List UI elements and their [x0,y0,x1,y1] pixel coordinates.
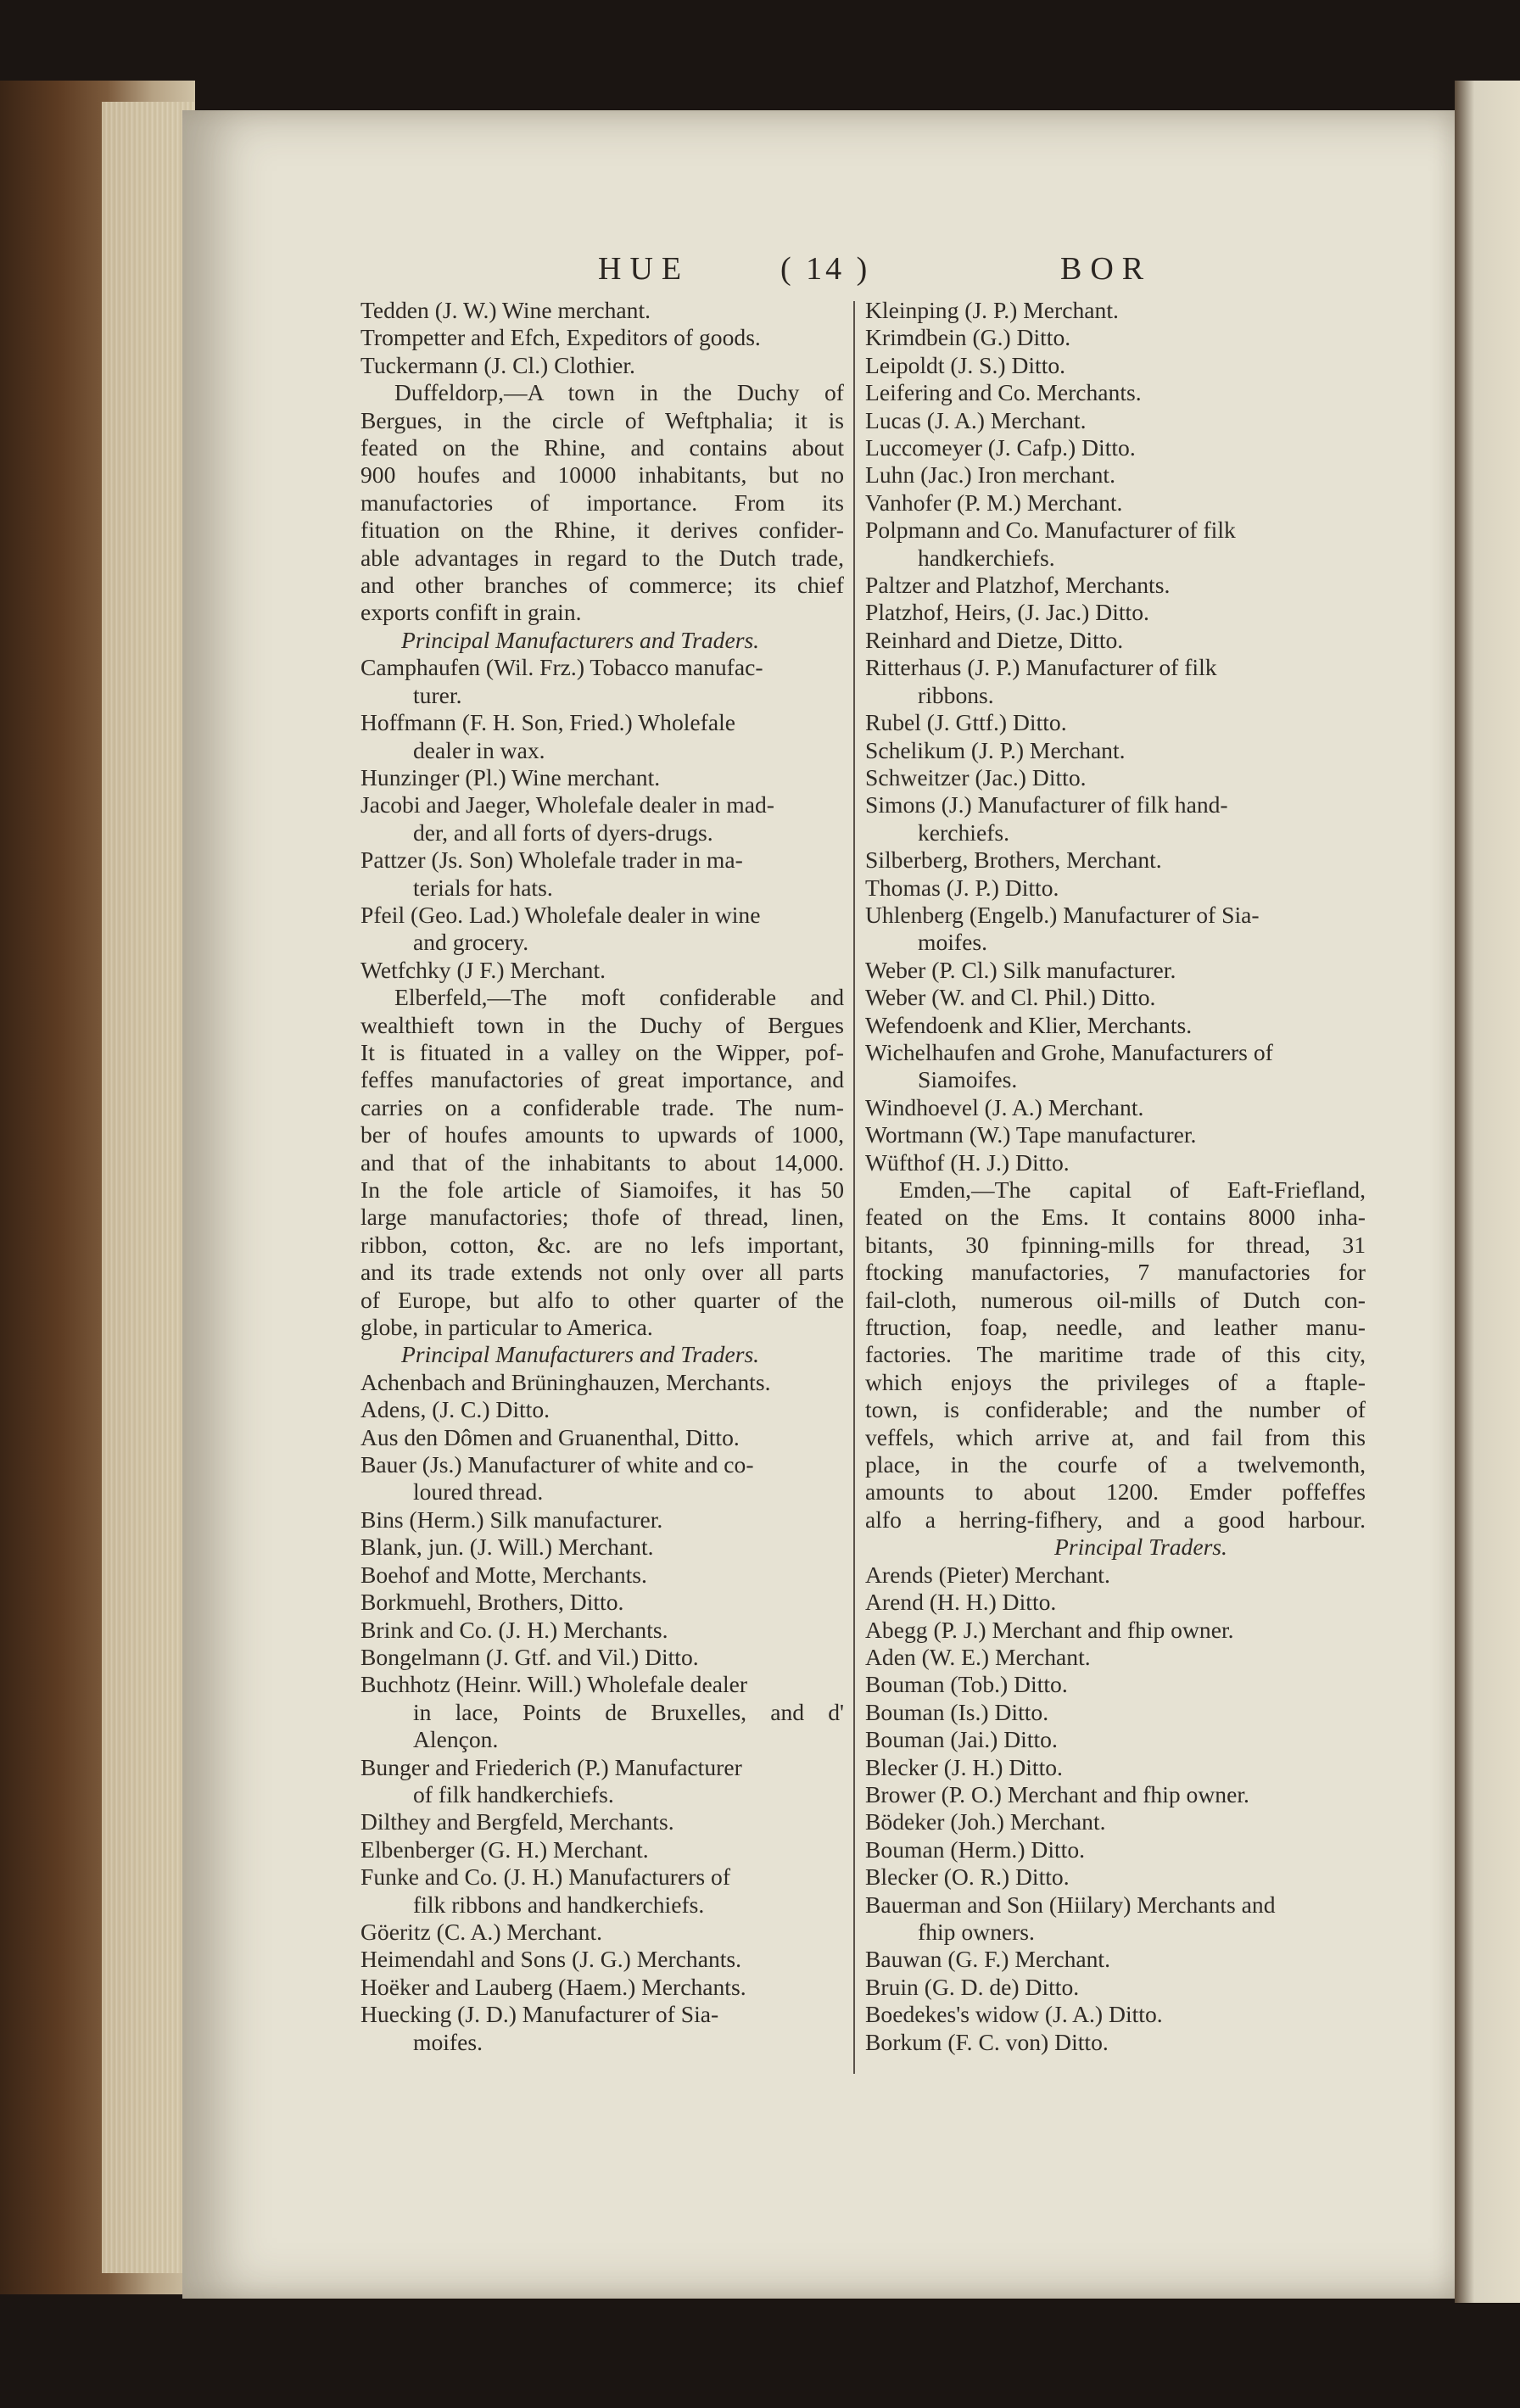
text-line: Paltzer and Platzhof, Merchants. [865,572,1171,599]
text-line: Bödeker (Joh.) Merchant. [865,1808,1106,1835]
text-line: Platzhof, Heirs, (J. Jac.) Ditto. [865,599,1149,626]
text-line: Duffeldorp,—A town in the Duchy of [394,379,844,406]
text-line: Windhoevel (J. A.) Merchant. [865,1093,1144,1120]
text-line: Simons (J.) Manufacturer of filk hand- [865,791,1228,818]
text-line: of filk handkerchiefs. [413,1780,614,1807]
text-line: Kleinping (J. P.) Merchant. [865,297,1119,323]
text-line: Boehof and Motte, Merchants. [360,1561,647,1588]
text-line: Bouman (Tob.) Ditto. [865,1671,1068,1698]
text-line: Bauer (Js.) Manufacturer of white and co- [360,1451,754,1478]
text-line: dealer in wax. [413,736,545,763]
text-line: Huecking (J. D.) Manufacturer of Sia- [360,2001,719,2028]
text-line: Tuckermann (J. Cl.) Clothier. [360,351,635,378]
text-line: large manufactories; thofe of thread, linen, [360,1204,844,1231]
text-line: Luccomeyer (J. Cafp.) Ditto. [865,434,1136,461]
text-line: Ritterhaus (J. P.) Manufacturer of filk [865,654,1217,681]
text-line: Aden (W. E.) Merchant. [865,1643,1091,1670]
text-line: manufactories of importance. From its [360,489,844,516]
text-line: and that of the inhabitants to about 14,000. [360,1148,844,1176]
text-line: globe, in particular to America. [360,1314,653,1341]
text-line: Bouman (Herm.) Ditto. [865,1835,1086,1863]
text-line: Silberberg, Brothers, Merchant. [865,846,1162,874]
text-line: moifes. [413,2028,483,2055]
text-line: exports confift in grain. [360,599,582,626]
text-line: Bongelmann (J. Gtf. and Vil.) Ditto. [360,1643,699,1670]
text-line: Siamoifes. [918,1066,1018,1093]
text-line: amounts to about 1200. Emder poffeffes [865,1478,1366,1506]
text-line: Bouman (Is.) Ditto. [865,1698,1049,1725]
text-line: It is fituated in a valley on the Wipper, pof- [360,1038,844,1065]
text-line: feated on the Ems. It contains 8000 inha- [865,1204,1366,1231]
text-line: Elbenberger (G. H.) Merchant. [360,1835,649,1863]
text-line: Tedden (J. W.) Wine merchant. [360,297,651,323]
text-line: Borkum (F. C. von) Ditto. [865,2028,1109,2055]
text-line: Rubel (J. Gttf.) Ditto. [865,709,1067,736]
text-line: ribbon, cotton, &c. are no lefs important, [360,1231,844,1258]
text-line: Trompetter and Efch, Expeditors of goods. [360,324,761,351]
text-line: Uhlenberg (Engelb.) Manufacturer of Sia- [865,901,1260,928]
text-line: in lace, Points de Bruxelles, and d' [413,1698,844,1725]
text-line: Wetfchky (J F.) Merchant. [360,956,606,983]
left-text-column [360,297,844,2056]
text-line: Reinhard and Dietze, Ditto. [865,626,1124,653]
text-line: bitants, 30 fpinning-mills for thread, 31 [865,1231,1366,1258]
text-line: Hunzinger (Pl.) Wine merchant. [360,763,661,791]
text-line: Vanhofer (P. M.) Merchant. [865,489,1123,516]
text-line: Hoffmann (F. H. Son, Fried.) Wholefale [360,709,736,736]
text-line: carries on a confiderable trade. The num- [360,1093,844,1120]
text-line: Pfeil (Geo. Lad.) Wholefale dealer in wine [360,901,761,928]
text-line: Bunger and Friederich (P.) Manufacturer [360,1753,742,1780]
text-line: fhip owners. [918,1918,1035,1945]
text-line: wealthieft town in the Duchy of Bergues [360,1011,844,1038]
text-line: Principal Manufacturers and Traders. [401,1341,760,1368]
text-line: veffels, which arrive at, and fail from this [865,1423,1366,1450]
text-line: Blank, jun. (J. Will.) Merchant. [360,1534,654,1561]
text-line: Achenbach and Brüninghauzen, Merchants. [360,1368,771,1395]
text-line: Borkmuehl, Brothers, Ditto. [360,1589,624,1616]
text-line: Schweitzer (Jac.) Ditto. [865,763,1087,791]
text-line: Emden,—The capital of Eaft-Friefland, [899,1176,1366,1203]
text-line: Camphaufen (Wil. Frz.) Tobacco manufac- [360,654,763,681]
text-line: Jacobi and Jaeger, Wholefale dealer in mad- [360,791,774,818]
text-line: filk ribbons and handkerchiefs. [413,1891,705,1918]
text-line: ribbons. [918,681,994,708]
text-line: Bruin (G. D. de) Ditto. [865,1973,1080,2000]
text-line: alfo a herring-fifhery, and a good harbour. [865,1506,1366,1533]
text-line: Wüfthof (H. J.) Ditto. [865,1148,1070,1176]
text-line: feated on the Rhine, and contains about [360,434,844,461]
text-line: Wichelhaufen and Grohe, Manufacturers of [865,1038,1273,1065]
text-line: and grocery. [413,929,529,956]
text-line: Arend (H. H.) Ditto. [865,1589,1057,1616]
text-line: handkerchiefs. [918,544,1055,571]
text-line: Bergues, in the circle of Weftphalia; it is [360,406,844,433]
text-line: Aus den Dômen and Gruanenthal, Ditto. [360,1423,740,1450]
text-line: Funke and Co. (J. H.) Manufacturers of [360,1863,731,1891]
text-line: feffes manufactories of great importance, and [360,1066,844,1093]
text-line: In the fole article of Siamoifes, it has 50 [360,1176,844,1203]
text-line: Lucas (J. A.) Merchant. [865,406,1087,433]
text-line: kerchiefs. [918,818,1010,846]
text-line: which enjoys the privileges of a ftaple- [865,1368,1366,1395]
text-line: Adens, (J. C.) Ditto. [360,1396,550,1423]
text-line: Elberfeld,—The moft confiderable and [394,984,844,1011]
text-line: Bins (Herm.) Silk manufacturer. [360,1506,663,1533]
text-line: Wortmann (W.) Tape manufacturer. [865,1121,1197,1148]
text-line: Bouman (Jai.) Ditto. [865,1726,1058,1753]
page-number: ( 14 ) [780,251,871,287]
text-line: Heimendahl and Sons (J. G.) Merchants. [360,1946,742,1973]
text-line: Brink and Co. (J. H.) Merchants. [360,1616,668,1643]
text-line: and its trade extends not only over all parts [360,1259,844,1286]
text-line: Leifering and Co. Merchants. [865,379,1142,406]
text-line: ber of houfes amounts to upwards of 1000, [360,1121,844,1148]
text-line: Thomas (J. P.) Ditto. [865,874,1059,901]
text-line: fituation on the Rhine, it derives confider- [360,517,844,544]
text-line: Bauerman and Son (Hiilary) Merchants and [865,1891,1276,1918]
text-line: of Europe, but alfo to other quarter of the [360,1286,844,1313]
text-line: fail-cloth, numerous oil-mills of Dutch con- [865,1286,1366,1313]
right-text-column [865,297,1366,2056]
page-stack-edge [102,102,195,2273]
text-line: Leipoldt (J. S.) Ditto. [865,351,1066,378]
text-line: Luhn (Jac.) Iron merchant. [865,461,1115,489]
running-head-left: HUE [598,251,690,287]
text-line: Abegg (P. J.) Merchant and fhip owner. [865,1616,1234,1643]
text-line: terials for hats. [413,874,553,901]
text-line: turer. [413,681,462,708]
column-divider [853,301,855,2074]
text-line: Schelikum (J. P.) Merchant. [865,736,1126,763]
text-line: Brower (P. O.) Merchant and fhip owner. [865,1780,1249,1807]
text-line: Wefendoenk and Klier, Merchants. [865,1011,1193,1038]
text-line: Dilthey and Bergfeld, Merchants. [360,1808,674,1835]
text-line: ftruction, foap, needle, and leather manu- [865,1314,1366,1341]
text-line: Pattzer (Js. Son) Wholefale trader in ma- [360,846,743,874]
text-line: der, and all forts of dyers-drugs. [413,818,713,846]
text-line: Alençon. [413,1726,499,1753]
text-line: Göeritz (C. A.) Merchant. [360,1918,603,1945]
text-line: Principal Manufacturers and Traders. [401,626,760,653]
text-line: and other branches of commerce; its chief [360,572,844,599]
text-line: Principal Traders. [1054,1534,1227,1561]
text-line: Polpmann and Co. Manufacturer of filk [865,517,1236,544]
text-line: Arends (Pieter) Merchant. [865,1561,1110,1588]
text-line: place, in the courfe of a twelvemonth, [865,1451,1366,1478]
text-line: Bauwan (G. F.) Merchant. [865,1946,1110,1973]
running-head-right: BOR [1060,251,1153,287]
text-line: Weber (W. and Cl. Phil.) Ditto. [865,984,1156,1011]
text-line: moifes. [918,929,987,956]
text-line: Hoëker and Lauberg (Haem.) Merchants. [360,1973,746,2000]
text-line: Blecker (O. R.) Ditto. [865,1863,1070,1891]
next-page-edge [1455,81,1520,2303]
text-line: Buchhotz (Heinr. Will.) Wholefale dealer [360,1671,748,1698]
text-line: 900 houfes and 10000 inhabitants, but no [360,461,844,489]
text-line: loured thread. [413,1478,544,1506]
text-line: Krimdbein (G.) Ditto. [865,324,1071,351]
text-line: factories. The maritime trade of this city, [865,1341,1366,1368]
text-line: able advantages in regard to the Dutch trade, [360,544,844,571]
text-line: ftocking manufactories, 7 manufactories for [865,1259,1366,1286]
text-line: Blecker (J. H.) Ditto. [865,1753,1063,1780]
text-line: Weber (P. Cl.) Silk manufacturer. [865,956,1176,983]
text-line: Boedekes's widow (J. A.) Ditto. [865,2001,1163,2028]
text-line: town, is confiderable; and the number of [865,1396,1366,1423]
